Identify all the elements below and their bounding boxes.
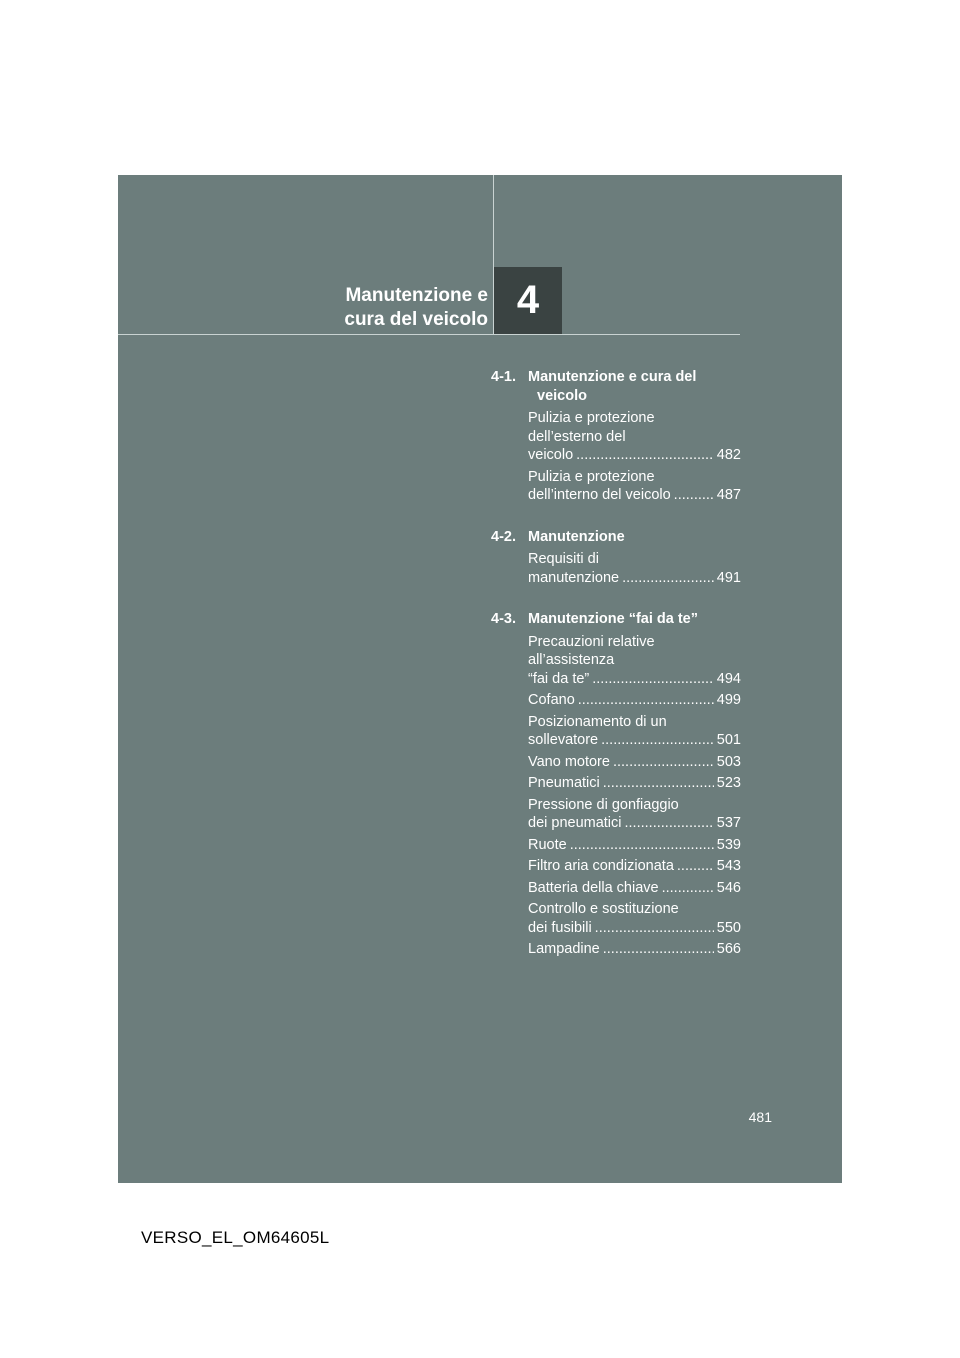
chapter-title-line1: Manutenzione e [345, 285, 488, 306]
toc-section [491, 610, 741, 959]
toc-entry[interactable] [528, 550, 741, 587]
entry-label: Vano motore [528, 753, 610, 770]
entry-text-line: Controllo e sostituzione [528, 901, 679, 917]
entry-label: manutenzione [528, 569, 620, 586]
entry-page-number: 523 [716, 775, 741, 791]
entry-leader-line [528, 940, 741, 959]
page-number: 481 [748, 1109, 772, 1125]
entry-page-number: 546 [716, 879, 741, 896]
toc-entry[interactable] [528, 879, 741, 898]
toc-entry[interactable] [528, 753, 741, 772]
dot-leader [677, 857, 714, 876]
entry-text-line: Posizionamento di un [528, 713, 667, 730]
chapter-title-line2: cura del veicolo [344, 309, 488, 330]
entry-leader-line [528, 836, 741, 855]
entry-text-line: all’assistenza [528, 652, 615, 668]
toc-entry[interactable] [528, 940, 741, 959]
section-title: Manutenzione “fai da te” [528, 611, 698, 627]
dot-leader [613, 753, 714, 772]
entry-label: Batteria della chiave [528, 879, 659, 896]
entry-page-number: 482 [716, 447, 741, 463]
toc-entry[interactable] [528, 713, 741, 750]
entry-leader-line [528, 753, 741, 772]
entry-page-number: 491 [716, 569, 741, 586]
entry-page-number: 537 [716, 815, 741, 831]
entry-label: sollevatore [528, 732, 599, 748]
chapter-panel [118, 175, 842, 1183]
entry-leader-line [528, 731, 741, 750]
entry-label: Pneumatici [528, 775, 600, 791]
section-title: Manutenzione [528, 528, 625, 545]
entry-label: Cofano [528, 692, 575, 708]
entry-page-number: 566 [716, 941, 741, 957]
toc-entry[interactable] [528, 836, 741, 855]
entry-label: dei fusibili [528, 919, 592, 936]
entry-page-number: 543 [716, 858, 741, 874]
dot-leader [625, 814, 714, 833]
toc-section [491, 368, 741, 505]
horizontal-divider [118, 334, 740, 335]
toc-entry[interactable] [528, 633, 741, 689]
entry-text-line: dell’esterno del [528, 428, 626, 445]
entry-label: dei pneumatici [528, 815, 622, 831]
entry-text-line: Precauzioni relative [528, 633, 655, 650]
section-number: 4-3. [491, 611, 516, 627]
entry-leader-line [528, 569, 741, 588]
dot-leader [592, 670, 714, 689]
entry-page-number: 499 [716, 692, 741, 708]
dot-leader [576, 446, 714, 465]
dot-leader [570, 836, 714, 855]
dot-leader [622, 569, 714, 588]
entry-label: veicolo [528, 447, 574, 463]
toc-entry[interactable] [528, 468, 741, 505]
section-number: 4-2. [491, 528, 516, 545]
entry-page-number: 494 [716, 670, 741, 687]
section-heading[interactable] [491, 368, 741, 405]
entry-leader-line [528, 879, 741, 898]
toc-entry[interactable] [528, 857, 741, 876]
entry-label: dell’interno del veicolo [528, 487, 671, 503]
entry-leader-line [528, 446, 741, 465]
entry-leader-line [528, 857, 741, 876]
entry-page-number: 487 [716, 487, 741, 503]
dot-leader [578, 691, 714, 710]
document-code: VERSO_EL_OM64605L [141, 1228, 330, 1247]
entry-label: “fai da te” [528, 670, 590, 687]
section-number: 4-1. [491, 369, 516, 385]
entry-leader-line [528, 486, 741, 505]
toc-entry[interactable] [528, 774, 741, 793]
entry-page-number: 501 [716, 732, 741, 748]
entry-text-line: Requisiti di [528, 551, 599, 567]
entry-leader-line [528, 670, 741, 689]
toc-entry[interactable] [528, 409, 741, 465]
entry-text-line: Pulizia e protezione [528, 468, 655, 485]
entry-page-number: 550 [716, 919, 741, 936]
chapter-number-badge: 4 [494, 267, 562, 334]
section-heading[interactable] [491, 610, 741, 629]
entry-label: Lampadine [528, 941, 600, 957]
toc-entry[interactable] [528, 796, 741, 833]
entry-leader-line [528, 919, 741, 938]
entry-leader-line [528, 774, 741, 793]
toc-entry[interactable] [528, 900, 741, 937]
chapter-title [188, 284, 488, 332]
entry-leader-line [528, 814, 741, 833]
entry-page-number: 503 [716, 753, 741, 770]
dot-leader [601, 731, 714, 750]
entry-label: Ruote [528, 836, 567, 853]
dot-leader [603, 774, 714, 793]
dot-leader [662, 879, 714, 898]
section-title: Manutenzione e cura del veicolo [528, 369, 697, 404]
dot-leader [595, 919, 714, 938]
entry-label: Filtro aria condizionata [528, 858, 674, 874]
entry-text-line: Pulizia e protezione [528, 410, 655, 426]
table-of-contents [491, 368, 741, 982]
entry-leader-line [528, 691, 741, 710]
section-heading[interactable] [491, 528, 741, 547]
dot-leader [674, 486, 714, 505]
toc-entry[interactable] [528, 691, 741, 710]
entry-page-number: 539 [716, 836, 741, 853]
entry-text-line: Pressione di gonfiaggio [528, 796, 679, 813]
toc-section [491, 528, 741, 588]
dot-leader [603, 940, 714, 959]
